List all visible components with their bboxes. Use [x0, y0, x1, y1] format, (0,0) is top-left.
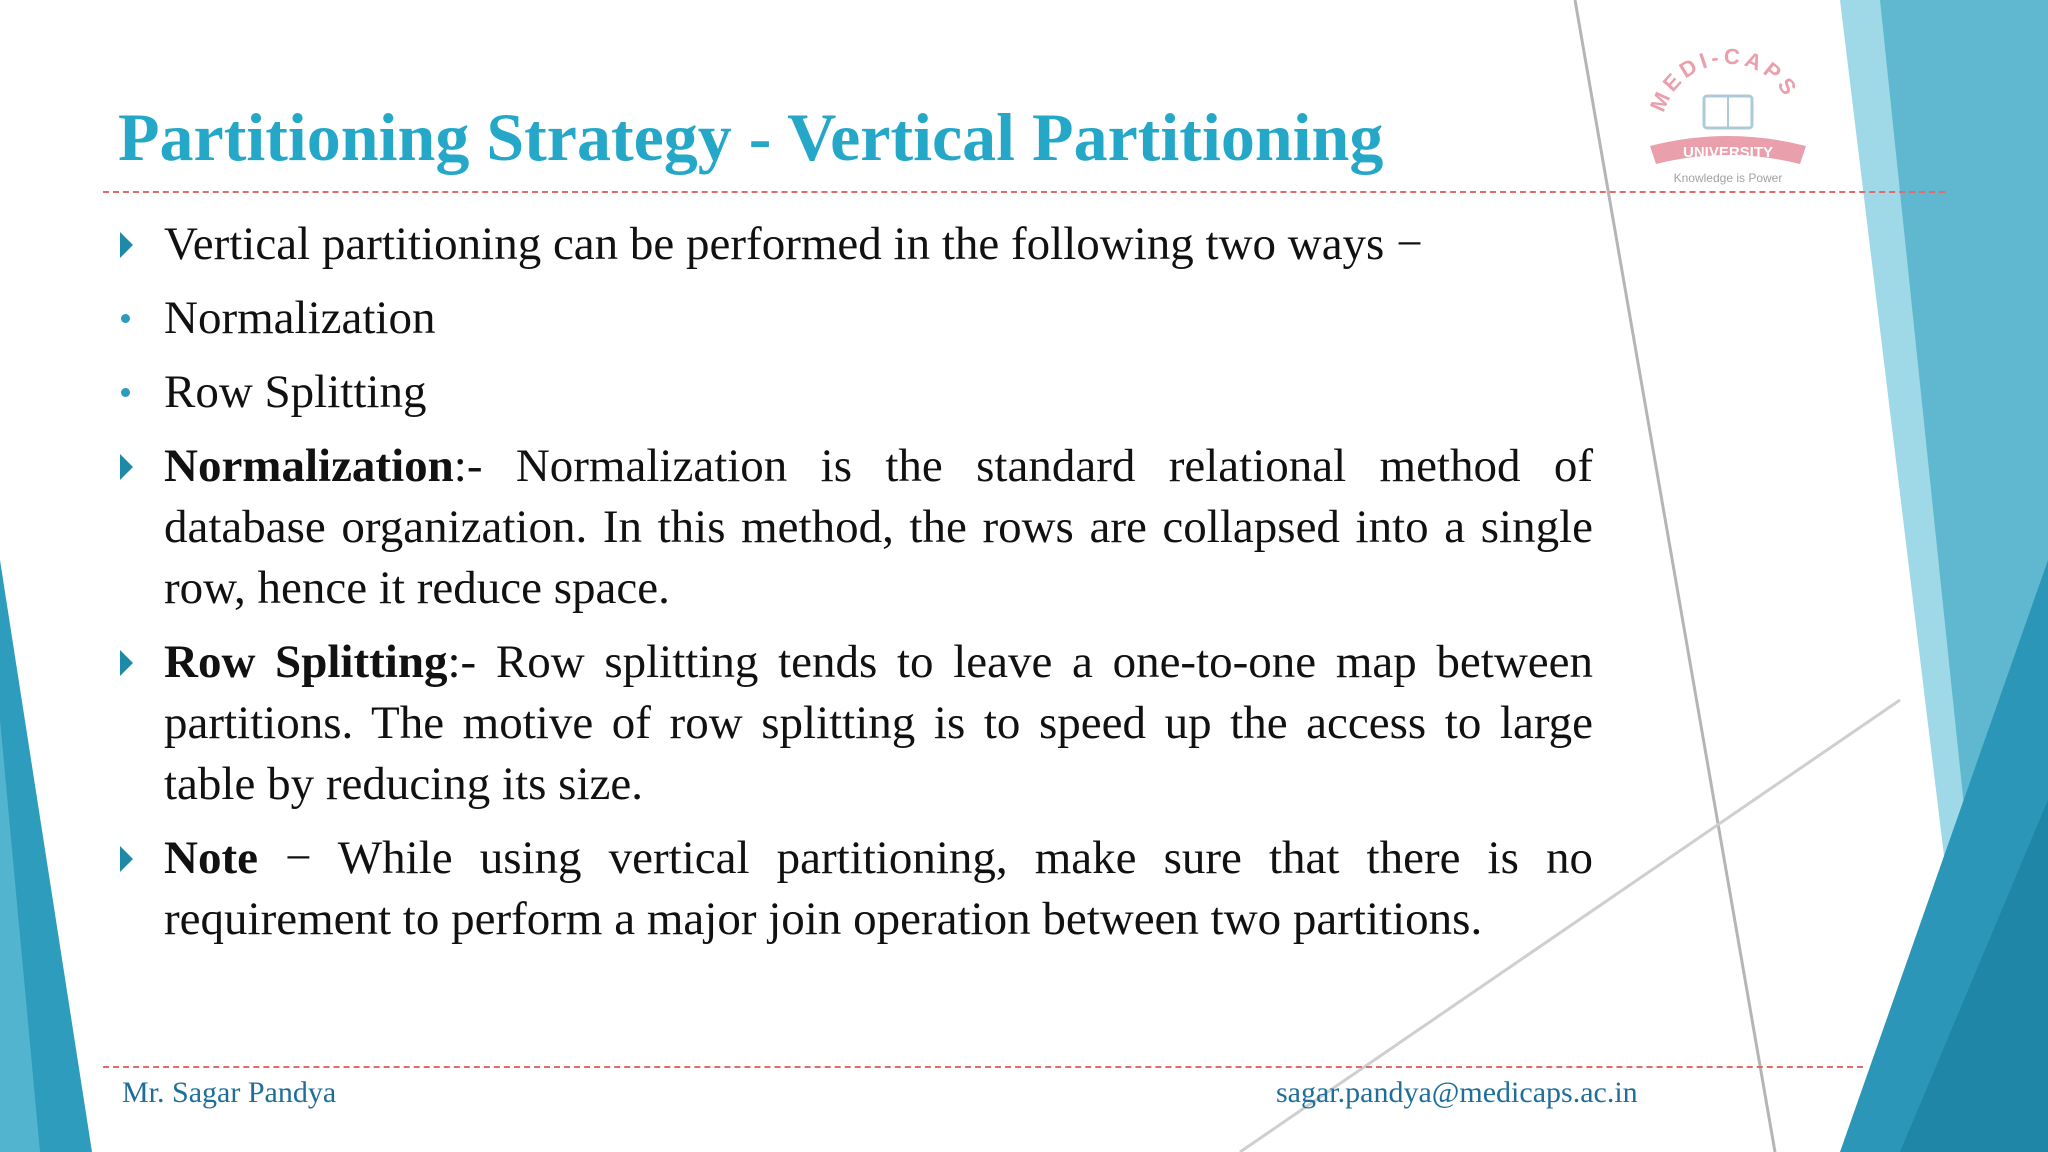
svg-text:MEDI-CAPS: MEDI-CAPS [1644, 43, 1804, 116]
bullet-item: Normalization [118, 288, 1593, 349]
bullet-term: Normalization [164, 440, 454, 492]
title-divider [103, 191, 1945, 193]
bullet-item: Normalization:- Normalization is the standard relational method of database organization. In this method, the rows are collapsed into a single row, hence it reduce space. [118, 436, 1593, 619]
dot-bullet-icon [121, 314, 130, 323]
bullet-term: Note [164, 832, 258, 884]
footer-divider [103, 1066, 1863, 1068]
university-logo [1622, 30, 1834, 190]
bullet-item: Row Splitting [118, 362, 1593, 423]
dot-bullet-icon [121, 388, 130, 397]
arrow-bullet-icon [120, 454, 133, 480]
bullet-item: Note − While using vertical partitioning, make sure that there is no requirement to perform a major join operation between two partitions. [118, 828, 1593, 950]
arrow-bullet-icon [120, 846, 133, 872]
footer-email: sagar.pandya@medicaps.ac.in [1276, 1076, 1638, 1109]
svg-text:Knowledge is Power: Knowledge is Power [1673, 171, 1783, 185]
footer-author: Mr. Sagar Pandya [122, 1076, 337, 1109]
bullet-item: Vertical partitioning can be performed in the following two ways − [118, 214, 1593, 275]
arrow-bullet-icon [120, 232, 133, 258]
slide-title: Partitioning Strategy - Vertical Partitioning [118, 99, 1384, 175]
svg-text:UNIVERSITY: UNIVERSITY [1682, 144, 1774, 161]
bullet-term: Row Splitting [164, 636, 448, 688]
bullet-item: Row Splitting:- Row splitting tends to leave a one-to-one map between partitions. The motive of row splitting is to speed up the access to large table by reducing its size. [118, 632, 1593, 815]
arrow-bullet-icon [120, 650, 133, 676]
bullet-list [118, 214, 1593, 963]
